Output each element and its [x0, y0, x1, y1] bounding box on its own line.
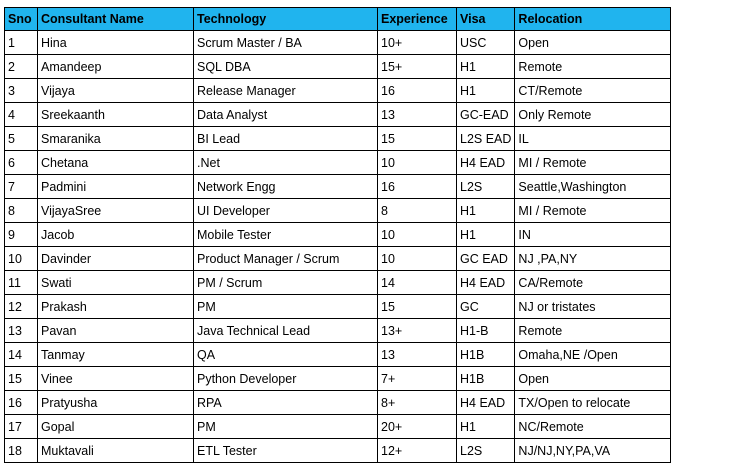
- cell-experience: 16: [378, 79, 457, 103]
- cell-relocation: NJ ,PA,NY: [515, 247, 671, 271]
- cell-relocation: IN: [515, 223, 671, 247]
- cell-experience: 10: [378, 247, 457, 271]
- header-sno: Sno: [5, 8, 38, 31]
- cell-consultant-name: Vinee: [38, 367, 194, 391]
- cell-visa: L2S EAD: [457, 127, 515, 151]
- cell-technology: PM / Scrum: [194, 271, 378, 295]
- cell-sno: 10: [5, 247, 38, 271]
- header-visa: Visa: [457, 8, 515, 31]
- cell-consultant-name: Pratyusha: [38, 391, 194, 415]
- cell-experience: 12+: [378, 439, 457, 463]
- cell-technology: Release Manager: [194, 79, 378, 103]
- cell-technology: RPA: [194, 391, 378, 415]
- cell-experience: 10+: [378, 31, 457, 55]
- cell-visa: H4 EAD: [457, 151, 515, 175]
- cell-relocation: NJ or tristates: [515, 295, 671, 319]
- cell-visa: H1: [457, 223, 515, 247]
- cell-relocation: Omaha,NE /Open: [515, 343, 671, 367]
- cell-relocation: TX/Open to relocate: [515, 391, 671, 415]
- cell-consultant-name: Tanmay: [38, 343, 194, 367]
- cell-visa: H4 EAD: [457, 271, 515, 295]
- cell-visa: H1-B: [457, 319, 515, 343]
- table-row: [5, 247, 671, 271]
- cell-relocation: Only Remote: [515, 103, 671, 127]
- cell-visa: GC: [457, 295, 515, 319]
- cell-sno: 6: [5, 151, 38, 175]
- cell-experience: 13+: [378, 319, 457, 343]
- cell-technology: PM: [194, 415, 378, 439]
- cell-technology: UI Developer: [194, 199, 378, 223]
- table-row: [5, 391, 671, 415]
- cell-experience: 13: [378, 343, 457, 367]
- cell-sno: 4: [5, 103, 38, 127]
- table-row: [5, 151, 671, 175]
- cell-technology: ETL Tester: [194, 439, 378, 463]
- table-row: [5, 79, 671, 103]
- cell-consultant-name: Gopal: [38, 415, 194, 439]
- cell-technology: SQL DBA: [194, 55, 378, 79]
- cell-experience: 8: [378, 199, 457, 223]
- cell-consultant-name: Sreekaanth: [38, 103, 194, 127]
- cell-experience: 10: [378, 151, 457, 175]
- cell-experience: 16: [378, 175, 457, 199]
- cell-technology: QA: [194, 343, 378, 367]
- cell-technology: Java Technical Lead: [194, 319, 378, 343]
- cell-consultant-name: Chetana: [38, 151, 194, 175]
- cell-experience: 10: [378, 223, 457, 247]
- cell-consultant-name: Davinder: [38, 247, 194, 271]
- cell-technology: Product Manager / Scrum: [194, 247, 378, 271]
- cell-experience: 15: [378, 127, 457, 151]
- cell-technology: Network Engg: [194, 175, 378, 199]
- header-consultant-name: Consultant Name: [38, 8, 194, 31]
- cell-experience: 8+: [378, 391, 457, 415]
- cell-sno: 16: [5, 391, 38, 415]
- cell-visa: H1: [457, 55, 515, 79]
- table-row: [5, 175, 671, 199]
- cell-visa: H1: [457, 415, 515, 439]
- cell-visa: USC: [457, 31, 515, 55]
- cell-visa: GC-EAD: [457, 103, 515, 127]
- cell-relocation: CA/Remote: [515, 271, 671, 295]
- table-row: [5, 223, 671, 247]
- cell-technology: BI Lead: [194, 127, 378, 151]
- cell-sno: 14: [5, 343, 38, 367]
- table-row: [5, 415, 671, 439]
- cell-visa: H1B: [457, 343, 515, 367]
- cell-technology: PM: [194, 295, 378, 319]
- cell-sno: 1: [5, 31, 38, 55]
- cell-sno: 8: [5, 199, 38, 223]
- table-row: [5, 319, 671, 343]
- cell-consultant-name: Padmini: [38, 175, 194, 199]
- cell-sno: 3: [5, 79, 38, 103]
- cell-experience: 13: [378, 103, 457, 127]
- cell-technology: Data Analyst: [194, 103, 378, 127]
- cell-experience: 20+: [378, 415, 457, 439]
- cell-relocation: IL: [515, 127, 671, 151]
- cell-consultant-name: VijayaSree: [38, 199, 194, 223]
- table-row: [5, 367, 671, 391]
- cell-experience: 7+: [378, 367, 457, 391]
- cell-consultant-name: Smaranika: [38, 127, 194, 151]
- cell-relocation: NJ/NJ,NY,PA,VA: [515, 439, 671, 463]
- cell-sno: 7: [5, 175, 38, 199]
- cell-relocation: Open: [515, 31, 671, 55]
- cell-consultant-name: Jacob: [38, 223, 194, 247]
- table-row: [5, 127, 671, 151]
- table-row: [5, 439, 671, 463]
- table-row: [5, 199, 671, 223]
- table-row: [5, 271, 671, 295]
- consultant-table: [4, 7, 671, 463]
- table-row: [5, 31, 671, 55]
- cell-relocation: Open: [515, 367, 671, 391]
- cell-sno: 5: [5, 127, 38, 151]
- cell-sno: 13: [5, 319, 38, 343]
- cell-relocation: Remote: [515, 55, 671, 79]
- cell-visa: H1: [457, 79, 515, 103]
- cell-relocation: NC/Remote: [515, 415, 671, 439]
- cell-visa: H4 EAD: [457, 391, 515, 415]
- table-row: [5, 343, 671, 367]
- cell-sno: 11: [5, 271, 38, 295]
- cell-relocation: CT/Remote: [515, 79, 671, 103]
- cell-technology: Python Developer: [194, 367, 378, 391]
- cell-experience: 15: [378, 295, 457, 319]
- cell-visa: H1: [457, 199, 515, 223]
- table-row: [5, 103, 671, 127]
- cell-visa: L2S: [457, 175, 515, 199]
- header-experience: Experience: [378, 8, 457, 31]
- cell-sno: 2: [5, 55, 38, 79]
- cell-sno: 17: [5, 415, 38, 439]
- cell-experience: 15+: [378, 55, 457, 79]
- table-row: [5, 55, 671, 79]
- cell-visa: L2S: [457, 439, 515, 463]
- table-body: [5, 31, 671, 463]
- cell-relocation: MI / Remote: [515, 151, 671, 175]
- cell-sno: 9: [5, 223, 38, 247]
- cell-relocation: Seattle,Washington: [515, 175, 671, 199]
- cell-consultant-name: Muktavali: [38, 439, 194, 463]
- cell-consultant-name: Prakash: [38, 295, 194, 319]
- table-row: [5, 295, 671, 319]
- cell-technology: Mobile Tester: [194, 223, 378, 247]
- table-header: [5, 8, 671, 31]
- cell-sno: 18: [5, 439, 38, 463]
- cell-technology: .Net: [194, 151, 378, 175]
- cell-sno: 15: [5, 367, 38, 391]
- cell-consultant-name: Swati: [38, 271, 194, 295]
- cell-relocation: MI / Remote: [515, 199, 671, 223]
- cell-visa: GC EAD: [457, 247, 515, 271]
- cell-consultant-name: Vijaya: [38, 79, 194, 103]
- cell-consultant-name: Pavan: [38, 319, 194, 343]
- header-relocation: Relocation: [515, 8, 671, 31]
- header-technology: Technology: [194, 8, 378, 31]
- cell-sno: 12: [5, 295, 38, 319]
- cell-technology: Scrum Master / BA: [194, 31, 378, 55]
- header-row: [5, 8, 671, 31]
- cell-relocation: Remote: [515, 319, 671, 343]
- cell-consultant-name: Amandeep: [38, 55, 194, 79]
- cell-experience: 14: [378, 271, 457, 295]
- cell-visa: H1B: [457, 367, 515, 391]
- cell-consultant-name: Hina: [38, 31, 194, 55]
